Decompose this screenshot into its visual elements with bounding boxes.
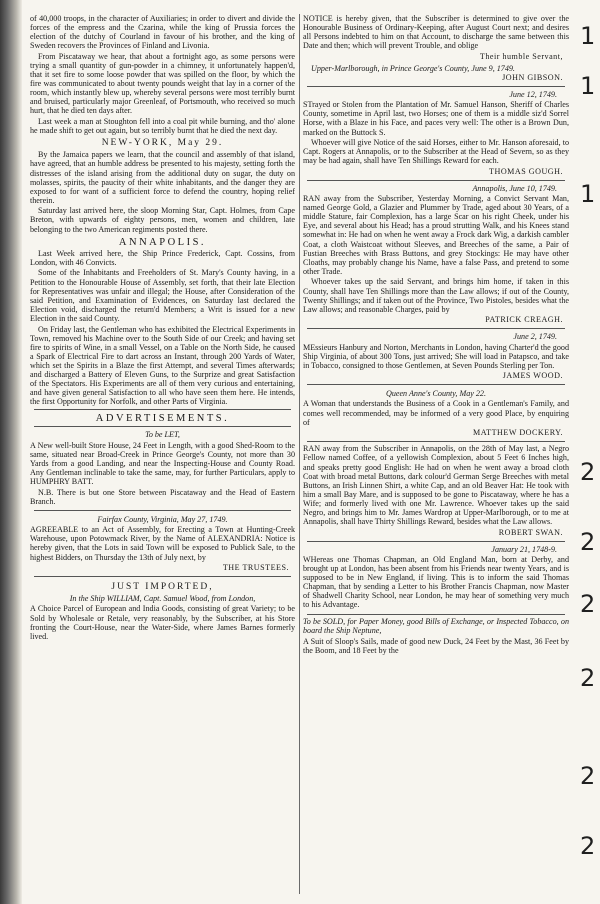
section-heading-annapolis: ANNAPOLIS. — [118, 236, 207, 248]
ad-rule — [34, 510, 291, 511]
news-paragraph: Some of the Inhabitants and Freeholders of St. Mary's County having, in a Petition to the Honourable House of Assembly, set forth, that their late Election for Representatives was unfair and illegal; the House, after Consideration of the said Petition, and Examination of Evidences, on Saturday last declared the Election void, discharged the return'd Members; a Writ is issued for a new Election in the said County. — [30, 268, 295, 323]
ad-strayed-horses — [303, 89, 569, 177]
section-rule — [34, 409, 291, 410]
ad-reward: Whoever takes up the said Servant, and brings him home, if taken in this County, shall have Ten Shillings more than the Law allows; if out of the County, Twenty Shillings; and if taken out of the Province, Two Pistoles, besides what the Law allows; and reasonable Charges, paid by — [303, 277, 569, 314]
section-rule — [34, 426, 291, 427]
ad-closing: Their humble Servant, — [479, 51, 563, 61]
column-divider — [299, 14, 300, 894]
ad-dateline: Annapolis, June 10, 1749. — [472, 184, 557, 193]
ad-rule — [34, 576, 291, 577]
handwritten-mark: 2 — [580, 458, 596, 486]
ad-note: N.B. There is but one Store between Piscataway and the Head of Eastern Branch. — [30, 487, 295, 506]
handwritten-mark: 1 — [580, 22, 596, 50]
ad-reward: Whoever will give Notice of the said Horses, either to Mr. Hanson aforesaid, to Capt. Rogers at Annapolis, or to the Subscriber at the Head of Severn, so as they may be had again, shall have Ten Shillings Reward for each. — [303, 138, 569, 166]
news-paragraph: Last Week arrived here, the Ship Prince Frederick, Capt. Cossins, from London, with 46 Convicts. — [30, 248, 295, 267]
ad-rule — [307, 328, 565, 329]
ad-rule — [307, 614, 565, 615]
ad-dateline: January 21, 1748-9. — [491, 544, 557, 554]
handwritten-mark: 2 — [580, 664, 596, 692]
ad-signature: THOMAS GOUGH. — [489, 166, 563, 176]
ad-signature: THE TRUSTEES. — [222, 563, 289, 573]
ad-subheading: In the Ship WILLIAM, Capt. Samuel Wood, from London, — [69, 594, 256, 604]
ad-body: RAN away from the Subscriber, Yesterday Morning, a Convict Servant Man, named George Gold, a Glazier and Plummer by Trade, aged about 30 Years, of a middle Stature, fair Complexion, has a large Scar on his right Cheek, under his Eye, and several about his Head; has a proud strutting Walk, and his Knees stand somewhat in: He had on when he went away a Frock dark Wig, a darkish cambler Coat, a cloth Waistcoat without Sleeves, and Breeches of the same, a Pair of Fustian Breeches with Brass Buttons, and grey Stockings: He may have other Cloaths, may probably change his Name, have a false Pass, and pretend to some other Trade. — [303, 194, 569, 276]
ad-rule — [307, 180, 565, 181]
handwritten-mark: 2 — [580, 832, 596, 860]
ad-cook-wanted — [303, 387, 569, 438]
ad-body: A Woman that understands the Business of a Cook in a Gentleman's Family, and comes well recommended, may be informed of a very good Place, by enquiring of — [303, 399, 569, 427]
ad-body: A New well-built Store House, 24 Feet in Length, with a good Shed-Room to the same, situated near Broad-Creek in Prince George's County, not more than 30 Yards from a good Landing, and near the Inspecting-House and County Road. Any Gentleman inclinable to take the same, may, for further Particulars, apply to HUMPHRY BATT. — [30, 440, 295, 486]
ad-dateline: Fairfax County, Virginia, May 27, 1749. — [97, 515, 228, 525]
news-paragraph: of 40,000 troops, in the character of Auxiliaries; in order to divert and divide the forces of the empress and the Czarina, while the king of Prussia forces the election of the dutchy of Courland in favour of his brother, and the king of Sweden recovers the Provinces of Finland and Livonia. — [30, 14, 295, 51]
handwritten-mark: 2 — [580, 590, 596, 618]
news-paragraph: From Piscataway we hear, that about a fortnight ago, as some persons were trying a small quantity of gun-powder in a chimney, it unfortunately happen'd, that it set fire to some loose powder that was spilled on the floor, by which the fire was communicated to about twenty pounds weight that lay in a corner of the room, which instantly blew up, whereby several persons were most terribly burnt and bruised, particularly major Greenleaf, of Portsmouth, who received so much hurt, that he died ten days after. — [30, 51, 295, 116]
right-column — [303, 14, 569, 896]
ad-signature: JAMES WOOD. — [502, 371, 563, 381]
ad-signature: ROBERT SWAN. — [498, 527, 563, 537]
ad-sloop-sails — [303, 617, 569, 656]
ad-thomas-chapman — [303, 544, 569, 611]
ad-heading: JUST IMPORTED, — [111, 582, 214, 593]
ad-rule — [307, 441, 565, 442]
ad-alexandria — [30, 513, 295, 573]
handwritten-mark: 2 — [580, 528, 596, 556]
section-heading-new-york: NEW-YORK, May 29. — [101, 138, 224, 149]
ad-rule — [307, 86, 565, 87]
ad-rule — [307, 384, 565, 385]
left-column — [30, 14, 295, 896]
ad-signature: PATRICK CREAGH. — [485, 315, 563, 325]
ad-dateline: Queen Anne's County, May 22. — [385, 389, 487, 399]
ad-just-imported — [30, 579, 295, 642]
ad-body: STrayed or Stolen from the Plantation of Mr. Samuel Hanson, Sheriff of Charles County, sometime in April last, two Horses; one of them is a middle siz'd Sorrel Horse, with a Blaze in his Face, and paces very well: The other is a Brown Dun, marked on the Buttock S. — [303, 100, 569, 137]
ad-place: Upper-Marlborough, in Prince George's County, June 9, 1749. — [311, 63, 515, 73]
ad-heading: To be LET, — [145, 430, 180, 440]
ad-notice-gibson — [303, 14, 569, 83]
ad-body: A Choice Parcel of European and India Goods, consisting of great Variety; to be Sold by Wholesale or Retale, very reasonably, by the Subscriber, at his Store fronting the Court-House, near the Water-Side, where James Barnes formerly lived. — [30, 604, 295, 641]
ad-body: AGREEABLE to an Act of Assembly, for Erecting a Town at Hunting-Creek Warehouse, upon Potowmack River, by the Name of ALEXANDRIA: Notice is hereby given, that the Lots in said Town will be exposed to Publick Sale, to the highest Bidders, on Thursday the 13th of July next, by — [30, 525, 295, 562]
news-paragraph: Saturday last arrived here, the sloop Morning Star, Capt. Holmes, from Cape Breton, with upwards of eighty persons, men, women and children, late belonging to the two American regiments posted there. — [30, 206, 295, 234]
ad-dateline: June 12, 1749. — [509, 90, 557, 100]
handwritten-mark: 2 — [580, 762, 596, 790]
news-paragraph: Last week a man at Stoughton fell into a coal pit while burning, and tho' alone he made shift to get out again, but so terribly burnt that he died the next day. — [30, 117, 295, 136]
ad-body: A Suit of Sloop's Sails, made of good new Duck, 24 Feet by the Mast, 36 Feet by the Boom, and 18 Feet by the — [303, 636, 569, 655]
ad-ship-virginia — [303, 331, 569, 381]
ad-ran-away-coffee — [303, 444, 569, 537]
handwritten-mark: 1 — [580, 72, 596, 100]
ad-ran-away-gold — [303, 183, 569, 325]
margin-annotations — [572, 0, 596, 904]
ad-heading: To be SOLD, for Paper Money, good Bills of Exchange, or Inspected Tobacco, on board the Ship Neptune, — [303, 616, 569, 636]
section-heading-advertisements: ADVERTISEMENTS. — [95, 413, 230, 425]
ad-dateline: June 2, 1749. — [513, 332, 557, 342]
news-paragraph: On Friday last, the Gentleman who has exhibited the Electrical Experiments in Town, removed his Machine over to the South Side of our Creek; and having set fire to spirits of Wine, in a small Vessel, on a Table on the North Side, he caused a Spark of Electrical Fire to dart across an Instant, through 200 Yards of Water, which set the Spirits in a Blaze the first Attempt, and several Times afterwards; and discharged a Battery of Eleven Guns, to the Surprize and great Satisfaction of the Spectators. His Experiments are all of them very curious and entertaining, and have given general Satisfaction to all who have seen them here. He intends, the first Opportunity for Norfolk, and other Parts of Virginia. — [30, 324, 295, 407]
news-paragraph: By the Jamaica papers we learn, that the council and assembly of that island, have agreed, that an humble address be presented to his majesty, setting forth the distresses of the island arising from the additional duty on sugar, the duty on molasses, spirits, the paucity of their white inhabitants, and the danger they are exposed to for want of a sufficient force to defend the country, hoping relief therein. — [30, 150, 295, 205]
ad-body: WHereas one Thomas Chapman, an Old England Man, born at Derby, and brought up at London, has been absent from his Friends near twenty Years, and is supposed to be in New England, if living. This is to inform the said Thomas Chapman, that by sending a Letter to his Brother Francis Chapman, now Master of Shadwell Charity School, near London, he may hear of something very much to his Advantage. — [303, 554, 569, 610]
ad-body: NOTICE is hereby given, that the Subscriber is determined to give over the Honourable Business of Ordinary-Keeping, after August Court next; and desires all Persons indebted to him on that Account, to discharge the same between this Date and then; which will prevent Trouble, and oblige — [303, 14, 569, 51]
handwritten-mark: 1 — [580, 180, 596, 208]
ad-body: MEssieurs Hanbury and Norton, Merchants in London, having Charter'd the good Ship Virginia, of about 300 Tons, just arrived; She will load in Patapsco, and take in Tobacco, consigned to those Gentlemen, at Seven Pounds Sterling per Ton. — [303, 342, 569, 370]
page-binding-edge — [0, 0, 22, 904]
ad-signature: MATTHEW DOCKERY. — [473, 428, 563, 438]
ad-to-let — [30, 429, 295, 507]
ad-signature: JOHN GIBSON. — [502, 73, 563, 83]
ad-rule — [307, 541, 565, 542]
ad-body: RAN away from the Subscriber in Annapolis, on the 28th of May last, a Negro Fellow named Coffee, of a yellowish Complexion, about 5 Feet 6 Inches high, and speaks pretty good English: He had on when he went away a broad cloth Coat with broad metal Buttons, dark colour'd German Serge Breeches with metal Buttons, an Irish Linnen Shirt, a white Cap, and an old Beaver Hat: He took with him a small Bay Mare, and is supposed to be gone to Piscataway, where he has a Wife; and formerly lived with one Mr. Lawrence. Whoever takes up the said Negro, and brings him to Mr. James Wardrop at Upper-Marlborough, or to me at Annapolis, shall have Thirty Shillings Reward, besides what the Law allows. — [303, 444, 569, 527]
